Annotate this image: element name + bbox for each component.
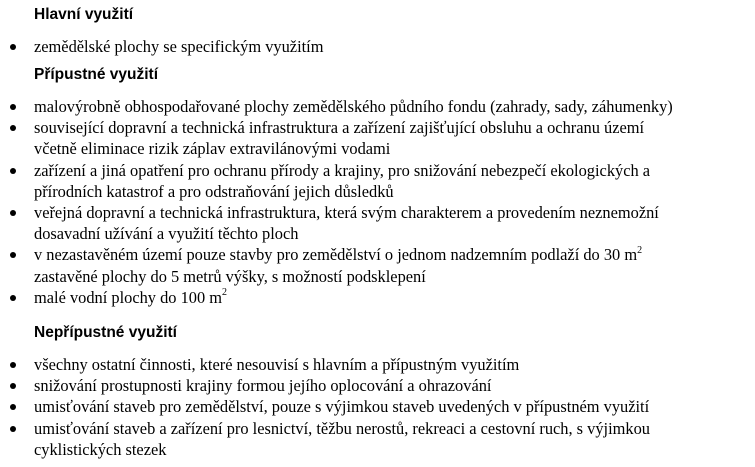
list-item: snižování prostupnosti krajiny formou jejího oplocování a ohrazování xyxy=(0,375,755,396)
bullet-icon xyxy=(10,383,16,389)
bullet-icon xyxy=(10,404,16,410)
list-item: malé vodní plochy do 100 $m^2$ xyxy=(0,287,755,308)
list-item: všechny ostatní činnosti, které nesouvisí s hlavním a přípustným využitím xyxy=(0,354,755,375)
list-item: veřejná dopravní a technická infrastruktura, která svým charakterem a provedením neznemožní dosavadní užívání a využití těchto ploch xyxy=(0,202,755,244)
prohibited-use-list xyxy=(0,354,755,460)
bullet-icon xyxy=(10,125,16,131)
bullet-icon xyxy=(10,104,16,110)
list-item: v nezastavěném území pouze stavby pro zemědělství o jednom nadzemním podlaží do 30 $m^2$ zastavěné plochy do 5 metrů výšky, s možností podsklepení xyxy=(0,244,755,286)
heading-prohibited-use: Nepřípustné využití xyxy=(34,324,177,341)
permitted-use-list xyxy=(0,96,755,308)
superscript: 2 xyxy=(637,244,643,256)
bullet-icon xyxy=(10,44,16,50)
list-item: umisťování staveb a zařízení pro lesnictví, těžbu nerostů, rekreaci a cestovní ruch, s výjimkou cyklistických stezek xyxy=(0,418,755,460)
heading-main-use: Hlavní využití xyxy=(34,6,134,23)
bullet-icon xyxy=(10,426,16,432)
list-item: související dopravní a technická infrastruktura a zařízení zajišťující obsluhu a ochranu území včetně eliminace rizik záplav extravilánovými vodami xyxy=(0,117,755,159)
bullet-icon xyxy=(10,168,16,174)
superscript: 2 xyxy=(222,287,228,299)
bullet-icon xyxy=(10,362,16,368)
list-item: zemědělské plochy se specifickým využitím xyxy=(0,36,755,57)
list-item: zařízení a jiná opatření pro ochranu přírody a krajiny, pro snižování nebezpečí ekologických a přírodních katastrof a pro odstraňování jejich důsledků xyxy=(0,160,755,202)
list-item: umisťování staveb pro zemědělství, pouze s výjimkou staveb uvedených v přípustném využití xyxy=(0,396,755,417)
bullet-icon xyxy=(10,252,16,258)
bullet-icon xyxy=(10,295,16,301)
heading-permitted-use: Přípustné využití xyxy=(34,66,159,83)
bullet-icon xyxy=(10,210,16,216)
main-use-list xyxy=(0,36,755,57)
list-item: malovýrobně obhospodařované plochy zemědělského půdního fondu (zahrady, sady, záhumenky) xyxy=(0,96,755,117)
